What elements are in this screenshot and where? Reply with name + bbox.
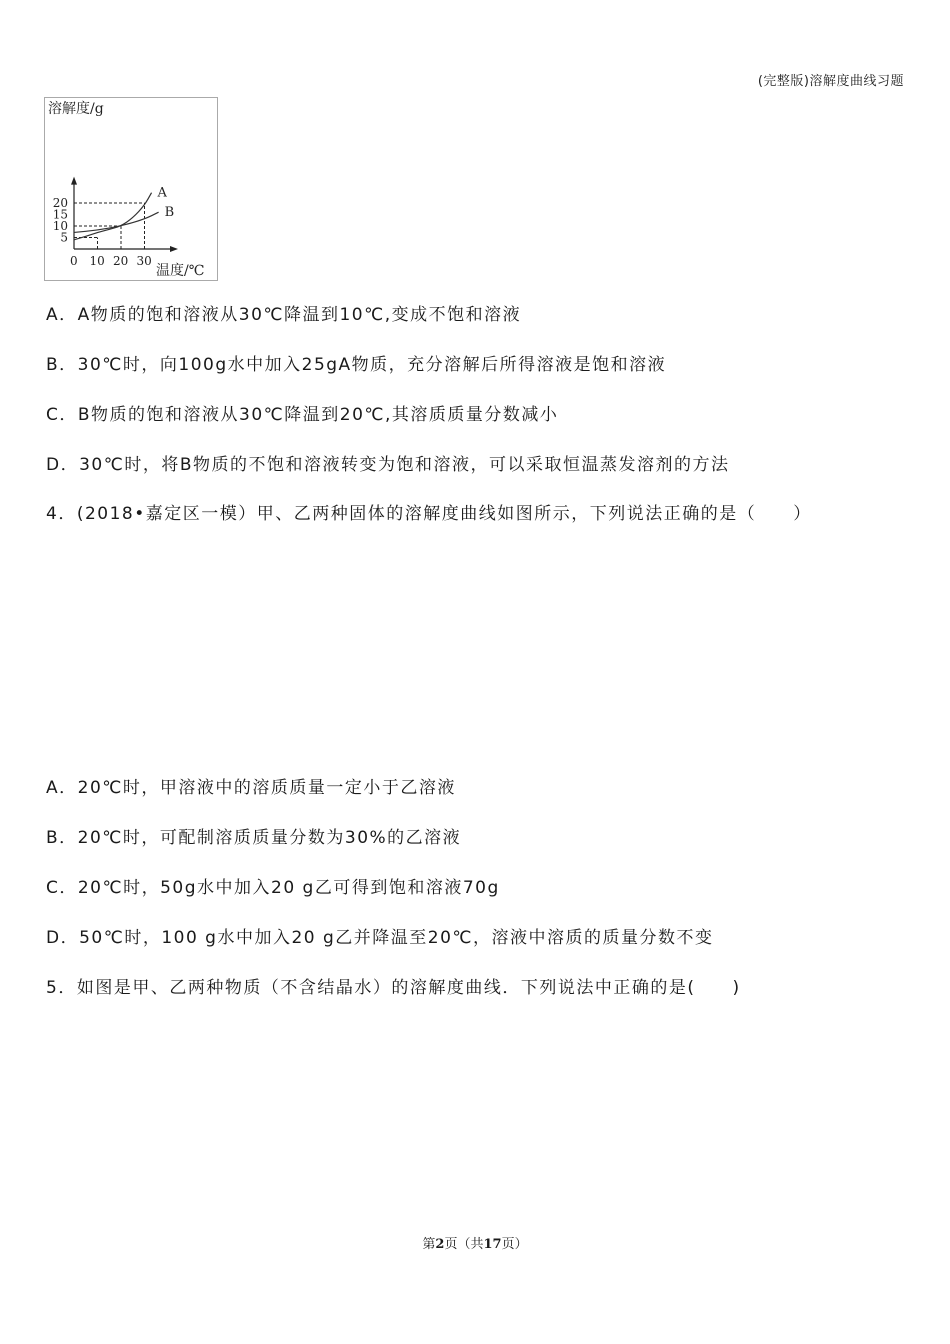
x-axis-label: 温度/℃ <box>156 263 205 279</box>
y-axis-label: 溶解度/g <box>48 101 104 117</box>
q3-option-d: D．30℃时，将B物质的不饱和溶液转变为饱和溶液，可以采取恒温蒸发溶剂的方法 <box>46 455 730 475</box>
footer-suffix: 页） <box>501 1237 528 1252</box>
q4-option-d: D．50℃时，100 g水中加入20 g乙并降温至20℃，溶液中溶质的质量分数不变 <box>46 928 714 948</box>
document-header: (完整版)溶解度曲线习题 <box>757 74 904 89</box>
series-label-A: A <box>157 185 167 201</box>
q3-option-b: B．30℃时，向100g水中加入25gA物质，充分溶解后所得溶液是饱和溶液 <box>46 355 667 375</box>
q4-option-a: A．20℃时，甲溶液中的溶质质量一定小于乙溶液 <box>46 778 456 798</box>
q4-stem: 4．(2018•嘉定区一模）甲、乙两种固体的溶解度曲线如图所示，下列说法正确的是（ ） <box>46 504 812 524</box>
footer-mid: 页（共 <box>444 1237 484 1252</box>
y-tick-label: 10 <box>52 219 68 233</box>
x-tick-label: 30 <box>136 254 152 268</box>
q4-option-c: C．20℃时，50g水中加入20 g乙可得到饱和溶液70g <box>46 878 500 898</box>
y-tick-label: 5 <box>60 230 68 245</box>
y-tick-label: 15 <box>52 207 68 222</box>
footer-page-number: 2 <box>435 1237 445 1252</box>
q4-option-b: B．20℃时，可配制溶质质量分数为30%的乙溶液 <box>46 828 462 848</box>
y-tick-label: 20 <box>52 196 68 210</box>
footer-total-pages: 17 <box>483 1237 502 1252</box>
q5-stem: 5．如图是甲、乙两种物质（不含结晶水）的溶解度曲线．下列说法中正确的是( ) <box>46 978 741 998</box>
q3-option-c: C．B物质的饱和溶液从30℃降温到20℃,其溶质质量分数减小 <box>46 405 559 425</box>
solubility-chart-svg <box>44 97 218 281</box>
page-footer <box>0 1233 950 1252</box>
solubility-chart <box>44 97 218 281</box>
q3-option-a: A．A物质的饱和溶液从30℃降温到10℃,变成不饱和溶液 <box>46 305 522 325</box>
x-tick-label: 0 <box>70 254 78 268</box>
x-tick-label: 20 <box>113 254 129 268</box>
x-tick-label: 10 <box>89 254 105 268</box>
series-label-B: B <box>164 205 175 221</box>
footer-prefix: 第 <box>422 1237 436 1252</box>
